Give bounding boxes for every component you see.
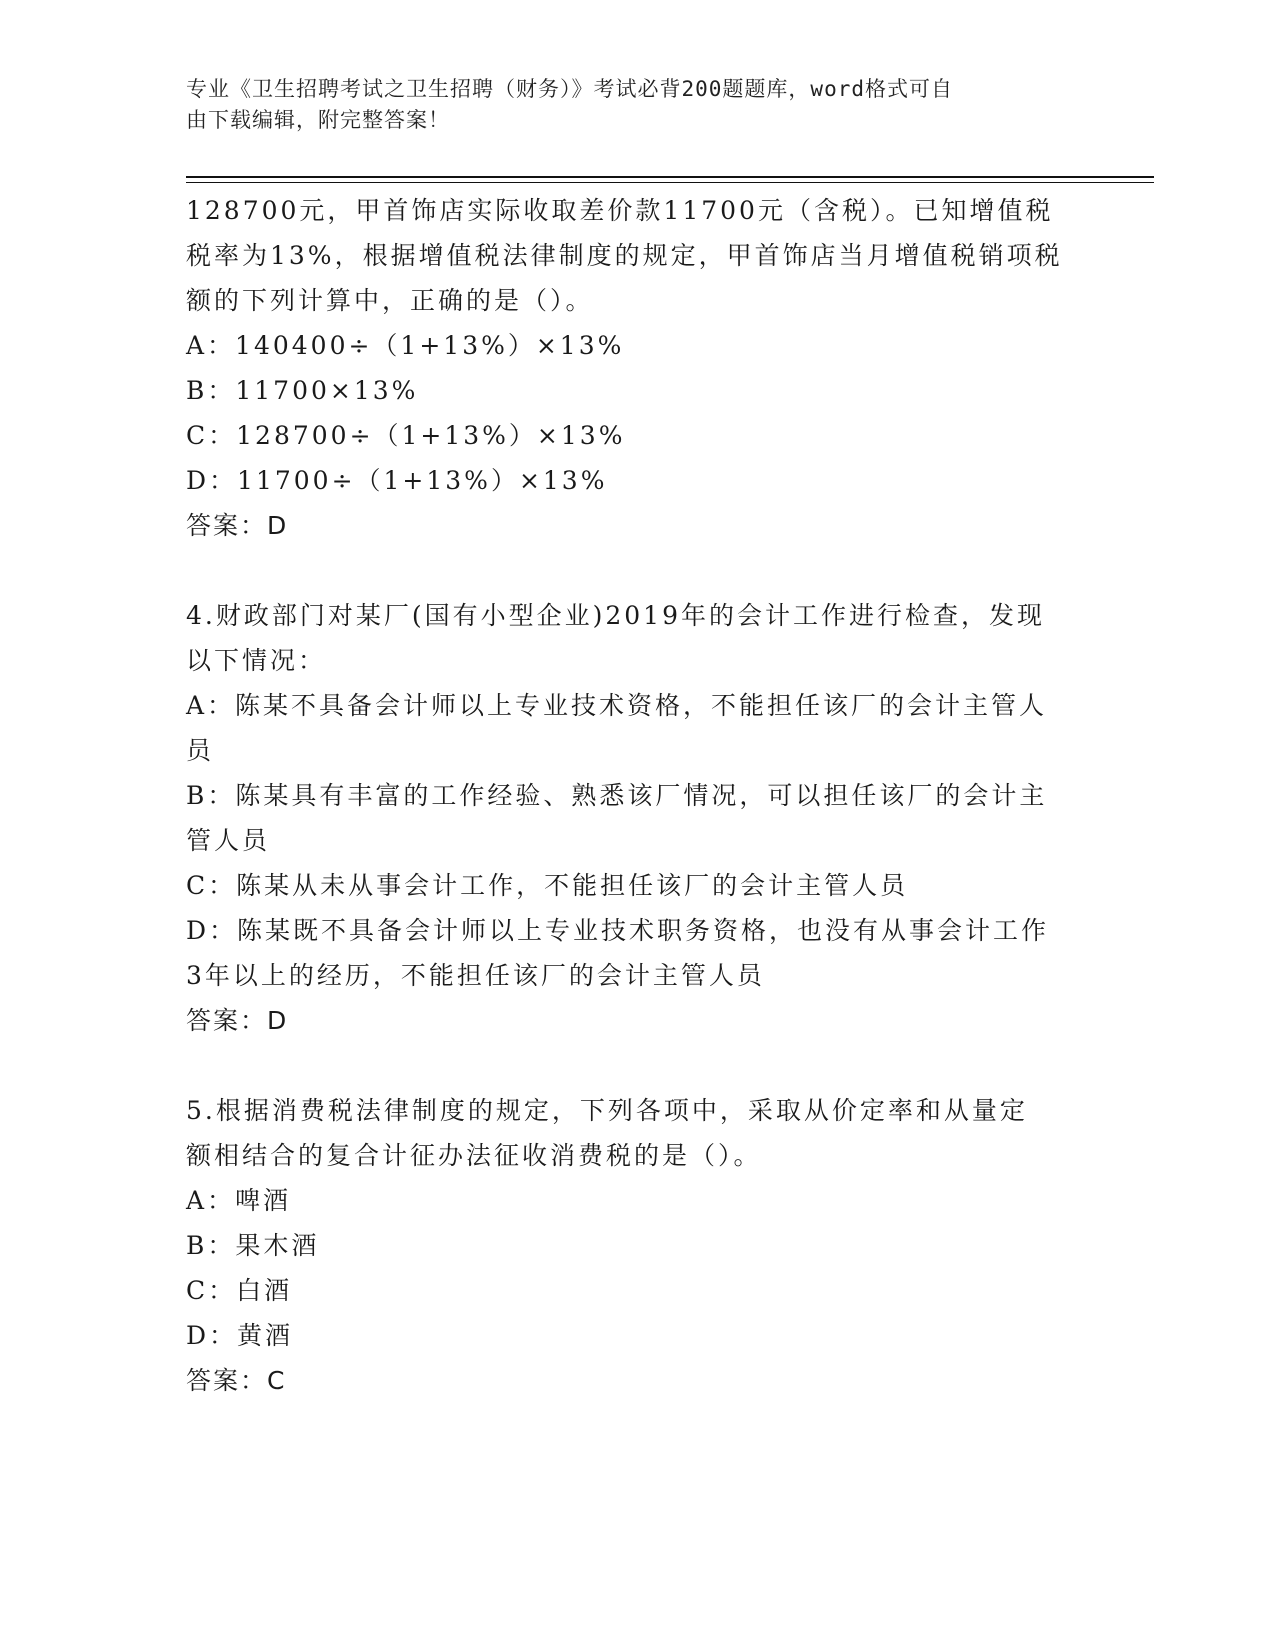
spacer [186,1043,1086,1088]
option-b: B：11700×13% [186,376,419,405]
question-stem-line: 税率为13%，根据增值税法律制度的规定，甲首饰店当月增值税销项税 [186,241,1063,270]
option-a: A：啤酒 [186,1186,292,1215]
question-stem-line: 5.根据消费税法律制度的规定，下列各项中，采取从价定率和从量定 [186,1096,1028,1125]
option-c: C：白酒 [186,1276,293,1305]
question-stem-line: 以下情况： [186,646,327,675]
option-b-continued: 管人员 [186,826,271,855]
document-header [186,74,1086,136]
question-stem-line: 额的下列计算中，正确的是（）。 [186,286,594,315]
answer-line: 答案：D [186,511,289,540]
question-stem-line: 128700元，甲首饰店实际收取差价款11700元（含税）。已知增值税 [186,196,1054,225]
spacer [186,548,1086,593]
answer-line: 答案：D [186,1006,289,1035]
header-divider-thin [186,182,1154,183]
question-4 [186,593,1086,1043]
option-d: D：11700÷（1+13%）×13% [186,466,608,495]
question-stem-line: 4.财政部门对某厂(国有小型企业)2019年的会计工作进行检查，发现 [186,601,1045,630]
question-5 [186,1088,1086,1403]
option-a: A：陈某不具备会计师以上专业技术资格，不能担任该厂的会计主管人 [186,691,1048,720]
option-d-continued: 3年以上的经历，不能担任该厂的会计主管人员 [186,961,765,990]
option-a-continued: 员 [186,736,215,765]
option-d: D：陈某既不具备会计师以上专业技术职务资格，也没有从事会计工作 [186,916,1050,945]
header-line-2: 由下载编辑，附完整答案！ [186,108,450,132]
option-a: A：140400÷（1+13%）×13% [186,331,625,360]
header-divider-thick [186,176,1154,178]
answer-line: 答案：C [186,1366,287,1395]
option-c: C：128700÷（1+13%）×13% [186,421,626,450]
option-b: B：陈某具有丰富的工作经验、熟悉该厂情况，可以担任该厂的会计主 [186,781,1048,810]
question-3 [186,188,1086,548]
option-d: D：黄酒 [186,1321,294,1350]
document-body [186,188,1086,1403]
header-line-1: 专业《卫生招聘考试之卫生招聘（财务）》考试必背200题题库，word格式可自 [186,77,953,101]
question-stem-line: 额相结合的复合计征办法征收消费税的是（）。 [186,1141,762,1170]
option-b: B：果木酒 [186,1231,320,1260]
option-c: C：陈某从未从事会计工作，不能担任该厂的会计主管人员 [186,871,909,900]
